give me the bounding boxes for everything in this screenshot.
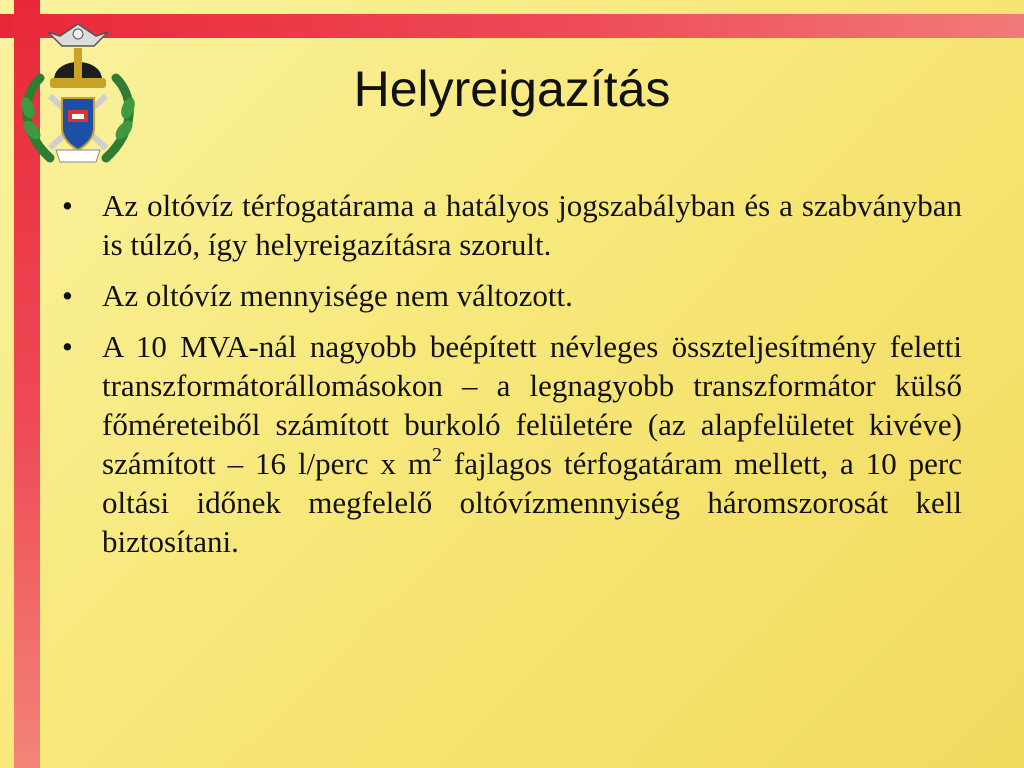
superscript-exponent: 2	[432, 443, 442, 466]
frame-top-bar	[0, 14, 1024, 38]
bullet-list	[62, 186, 962, 573]
list-item	[62, 276, 962, 315]
bullet-text-3-part2: fajlagos térfogatáram mellett, a 10 perc oltási időnek megfelelő oltóvízmennyiség háromszorosát kell biztosítani.	[102, 446, 963, 559]
bullet-text-3	[102, 329, 962, 559]
bullet-marker: •	[62, 329, 73, 364]
list-item	[62, 186, 962, 264]
slide-title: Helyreigazítás	[353, 61, 671, 117]
bullet-text-3-part1: A 10 MVA-nál nagyobb beépített névleges összteljesítmény feletti transzformátorállomásokon – a legnagyobb transzformátor külső főméreteiből számított burkoló felületére (az alapfelületet kivéve) számított – 16 l/perc x m	[102, 329, 962, 481]
bullet-marker: •	[62, 278, 73, 313]
list-item	[62, 327, 962, 561]
bullet-text-1: Az oltóvíz térfogatárama a hatályos jogszabályban és a szabványban is túlzó, így helyreigazításra szorult.	[102, 188, 962, 262]
bullet-marker: •	[62, 188, 73, 223]
bullet-text-2: Az oltóvíz mennyisége nem változott.	[102, 278, 573, 313]
